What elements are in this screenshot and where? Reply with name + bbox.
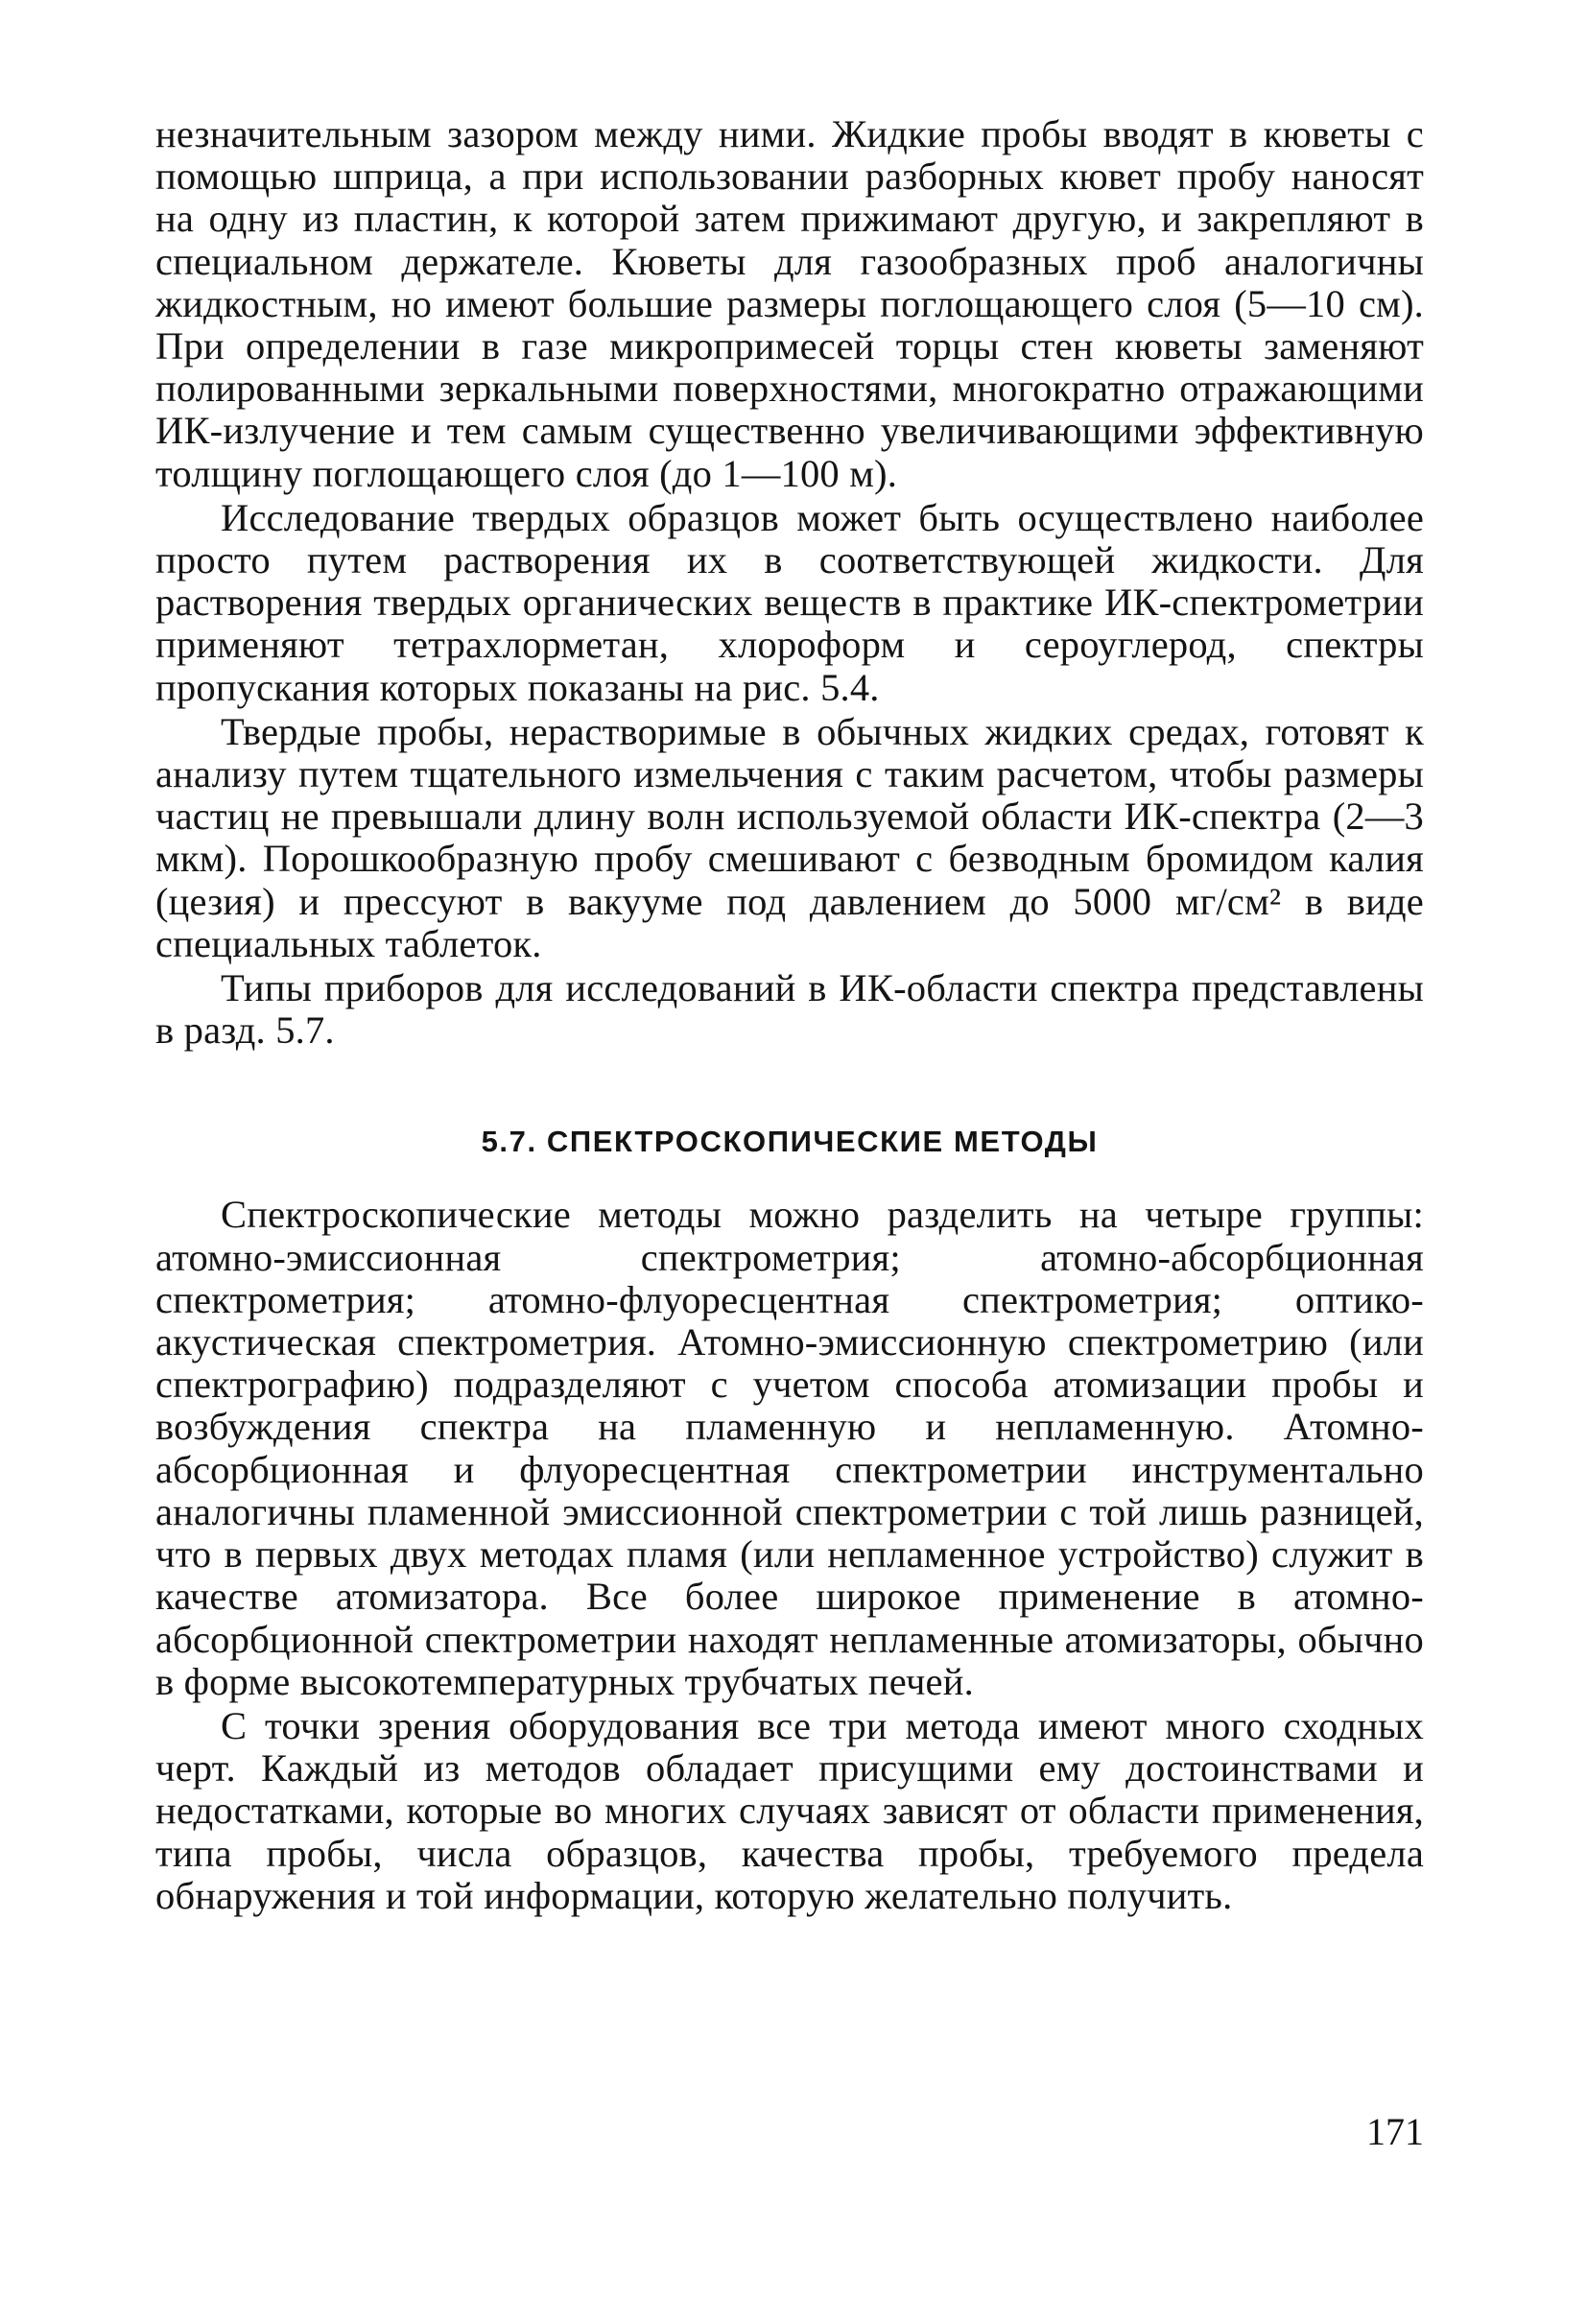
- page-number: 171: [1366, 2110, 1424, 2153]
- paragraph-continuation: незначительным зазором между ними. Жидкие пробы вводят в кюветы с помощью шприца, а при использовании разборных кювет пробу наносят на одну из пластин, к которой затем прижимают другую, и закрепляют в специальном держателе. Кюветы для газообразных проб аналогичны жидкостным, но имеют большие размеры поглощающего слоя (5—10 см). При определении в газе микропримесей торцы стен кюветы заменяют полированными зеркальными поверхностями, многократно отражающими ИК-излучение и тем самым существенно увеличивающими эффективную толщину поглощающего слоя (до 1—100 м).: [155, 112, 1424, 495]
- section-heading: 5.7. СПЕКТРОСКОПИЧЕСКИЕ МЕТОДЫ: [481, 1125, 1099, 1159]
- paragraph-spectroscopic-groups: Спектроскопические методы можно разделить на четыре группы: атомно-эмиссионная спектрометрия; атомно-абсорбционная спектрометрия; атомно-флуоресцентная спектрометрия; оптико-акустическая спектрометрия. Атомно-эмиссионную спектрометрию (или спектрографию) подразделяют с учетом способа атомизации пробы и возбуждения спектра на пламенную и непламенную. Атомно-абсорбционная и флуоресцентная спектрометрии инструментально аналогичны пламенной эмиссионной спектрометрии с той лишь разницей, что в первых двух методах пламя (или непламенное устройство) служит в качестве атомизатора. Все более широкое применение в атомно-абсорбционной спектрометрии находят непламенные атомизаторы, обычно в форме высокотемпературных трубчатых печей.: [155, 1193, 1424, 1703]
- paragraph-instrument-types: Типы приборов для исследований в ИК-области спектра представлены в разд. 5.7.: [155, 966, 1424, 1053]
- page-body: [155, 113, 1424, 1917]
- paragraph-solid-samples-pellets: Твердые пробы, нерастворимые в обычных жидких средах, готовят к анализу путем тщательного измельчения с таким расчетом, чтобы размеры частиц не превышали длину волн используемой области ИК-спектра (2—3 мкм). Порошкообразную пробу смешивают с безводным бромидом калия (цезия) и прессуют в вакууме под давлением до 5000 мг/см² в виде специальных таблеток.: [155, 709, 1424, 965]
- paragraph-equipment: С точки зрения оборудования все три метода имеют много сходных черт. Каждый из методов обладает присущими ему достоинствами и недостатками, которые во многих случаях зависят от области применения, типа пробы, числа образцов, качества пробы, требуемого предела обнаружения и той информации, которую желательно получить.: [155, 1703, 1424, 1917]
- paragraph-solid-samples-solution: Исследование твердых образцов может быть осуществлено наиболее просто путем растворения их в соответствующей жидкости. Для растворения твердых органических веществ в практике ИК-спектрометрии применяют тетрахлорметан, хлороформ и сероуглерод, спектры пропускания которых показаны на рис. 5.4.: [155, 495, 1424, 709]
